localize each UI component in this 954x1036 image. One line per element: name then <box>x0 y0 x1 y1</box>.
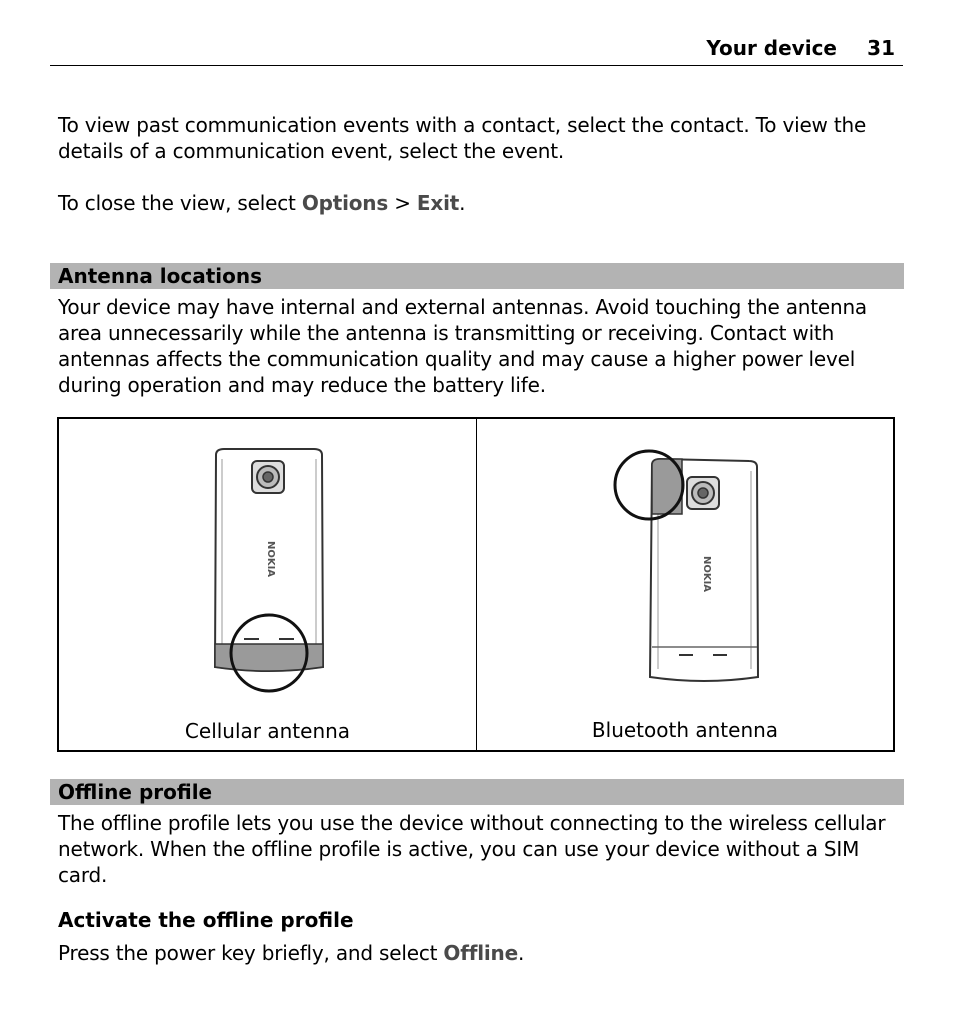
cellular-antenna-cell <box>59 419 477 750</box>
offline-instruction-suffix: . <box>517 941 525 965</box>
cellular-antenna-caption: Cellular antenna <box>184 719 351 743</box>
bluetooth-antenna-phone-illustration <box>477 419 893 709</box>
phone-logo-text: NOKIA <box>265 540 276 578</box>
antenna-paragraph: Your device may have internal and external antennas. Avoid touching the antenna area unnecessarily while the antenna is transmitting or receiving. Contact with antennas affects the communication quality and may cause a higher power level during operation and may reduce the battery life. <box>58 295 867 397</box>
menu-separator: > <box>388 191 417 215</box>
antenna-heading-text: Antenna locations <box>58 264 263 288</box>
intro-paragraph: To view past communication events with a contact, select the contact. To view the details of a communication event, select the event. <box>58 113 867 163</box>
phone-logo-text: NOKIA <box>701 555 712 593</box>
options-menu-label: Options <box>301 191 389 215</box>
running-header <box>50 34 903 66</box>
antenna-figure-table <box>57 417 895 752</box>
offline-paragraph: The offline profile lets you use the device without connecting to the wireless cellular network. When the offline profile is active, you can use your device without a SIM card. <box>58 811 886 887</box>
close-view-suffix: . <box>459 191 466 215</box>
offline-instruction <box>58 940 898 966</box>
antenna-section-heading <box>50 263 904 289</box>
offline-instruction-prefix: Press the power key briefly, and select <box>58 941 444 965</box>
offline-section-heading <box>50 779 904 805</box>
bluetooth-antenna-caption: Bluetooth antenna <box>591 718 779 742</box>
exit-menu-label: Exit <box>416 191 460 215</box>
offline-heading-text: Offline profile <box>58 780 213 804</box>
close-view-prefix: To close the view, select <box>58 191 302 215</box>
header-section-title: Your device <box>706 36 837 60</box>
activate-offline-subheading: Activate the offline profile <box>58 908 354 932</box>
close-view-paragraph <box>58 190 898 216</box>
offline-menu-label: Offline <box>443 941 518 965</box>
bluetooth-antenna-cell <box>477 419 893 750</box>
page-number: 31 <box>867 36 895 60</box>
cellular-antenna-phone-illustration <box>59 419 477 709</box>
